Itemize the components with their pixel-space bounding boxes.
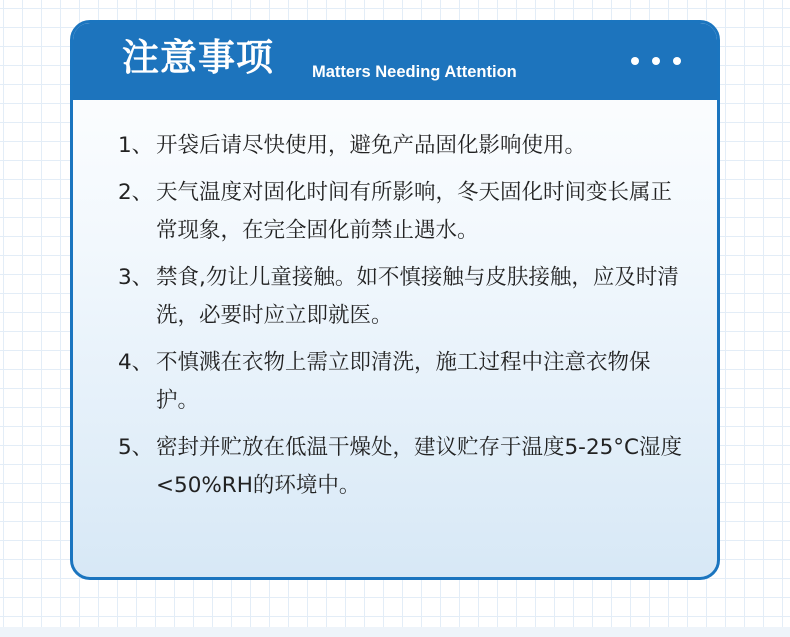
- list-item: [118, 174, 688, 250]
- dot-icon: [631, 57, 639, 65]
- item-number: 4、: [118, 350, 154, 375]
- notice-list: [118, 127, 688, 514]
- dot-icon: [652, 57, 660, 65]
- bottom-band: [0, 627, 790, 637]
- item-text: 开袋后请尽快使用，避免产品固化影响使用。: [156, 133, 587, 158]
- list-item: [118, 259, 688, 335]
- item-text: 密封并贮放在低温干燥处，建议贮存于温度5-25°C湿度<50%RH的环境中。: [156, 435, 683, 498]
- notice-card: [70, 20, 720, 580]
- item-text: 不慎溅在衣物上需立即清洗，施工过程中注意衣物保护。: [156, 350, 651, 413]
- item-number: 1、: [118, 133, 154, 158]
- item-number: 5、: [118, 435, 154, 460]
- more-dots-icon: [631, 57, 681, 65]
- item-text: 天气温度对固化时间有所影响，冬天固化时间变长属正常现象，在完全固化前禁止遇水。: [156, 180, 673, 243]
- page-subtitle: Matters Needing Attention: [312, 63, 517, 81]
- list-item: [118, 344, 688, 420]
- card-header: [73, 23, 717, 100]
- item-number: 3、: [118, 265, 154, 290]
- list-item: [118, 429, 688, 505]
- list-item: [118, 127, 688, 165]
- dot-icon: [673, 57, 681, 65]
- page-title: 注意事项: [122, 36, 274, 79]
- item-number: 2、: [118, 180, 154, 205]
- item-text: 禁食,勿让儿童接触。如不慎接触与皮肤接触，应及时清洗，必要时应立即就医。: [156, 265, 679, 328]
